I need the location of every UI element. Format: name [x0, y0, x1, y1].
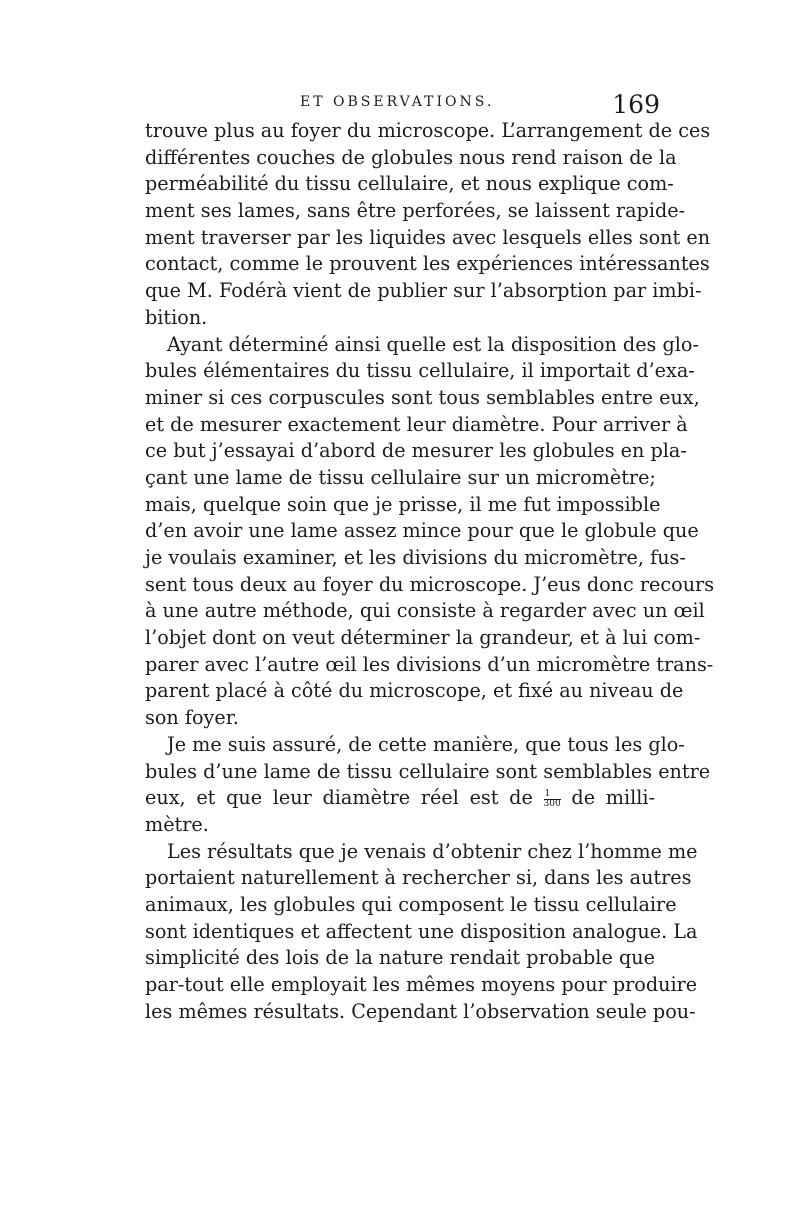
text-line: que M. Fodérà vient de publier sur l’absorption par imbi-: [145, 279, 702, 303]
paragraph-3: [145, 732, 711, 839]
fraction-line-after: de milli-: [571, 786, 655, 810]
text-line: bules élémentaires du tissu cellulaire, il importait d’exa-: [145, 359, 695, 383]
text-line: contact, comme le prouvent les expériences intéressantes: [145, 252, 710, 276]
text-line: sent tous deux au foyer du microscope. J’eus donc recours: [145, 572, 715, 596]
text-line: portaient naturellement à rechercher si, dans les autres: [145, 866, 692, 890]
fraction: [544, 790, 561, 809]
text-line: parent placé à côté du microscope, et fixé au niveau de: [145, 679, 684, 703]
text-line: ce but j’essayai d’abord de mesurer les globules en pla-: [145, 439, 687, 463]
text-line: et de mesurer exactement leur diamètre. Pour arriver à: [145, 412, 688, 436]
text-line: l’objet dont on veut déterminer la grandeur, et à lui com-: [145, 626, 701, 650]
fraction-numerator: 1: [544, 790, 561, 800]
text-line: ment traverser par les liquides avec lesquels elles sont en: [145, 225, 711, 249]
fraction-denominator: 300: [543, 798, 561, 809]
paragraph-1: [145, 118, 711, 332]
running-head: [140, 90, 660, 118]
text-line: les mêmes résultats. Cependant l’observation seule pou-: [145, 999, 696, 1023]
text-line: ment ses lames, sans être perforées, se laissent rapide-: [145, 199, 686, 223]
fraction-line-before: eux, et que leur diamètre réel est de: [145, 786, 533, 810]
text-line: d’en avoir une lame assez mince pour que le globule que: [145, 519, 699, 543]
text-line: Les résultats que je venais d’obtenir chez l’homme me: [167, 839, 698, 863]
text-line: Ayant déterminé ainsi quelle est la disposition des glo-: [167, 332, 699, 356]
text-line: simplicité des lois de la nature rendait probable que: [145, 946, 655, 970]
fraction-line: [145, 785, 655, 812]
text-line: parer avec l’autre œil les divisions d’un micromètre trans-: [145, 652, 714, 676]
text-line: à une autre méthode, qui consiste à regarder avec un œil: [145, 599, 705, 623]
text-line: par-tout elle employait les mêmes moyens pour produire: [145, 973, 698, 996]
paragraph-2: [145, 332, 715, 732]
text-line: différentes couches de globules nous rend raison de la: [145, 145, 677, 169]
text-line: je voulais examiner, et les divisions du micromètre, fus-: [145, 546, 686, 569]
text-line: perméabilité du tissu cellulaire, et nous explique com-: [145, 172, 674, 196]
running-title: ET OBSERVATIONS.: [300, 94, 495, 110]
page-number: 169: [612, 90, 660, 119]
text-line: miner si ces corpuscules sont tous semblables entre eux,: [145, 385, 700, 409]
text-line: son foyer.: [145, 706, 239, 730]
text-line: trouve plus au foyer du microscope. L’arrangement de ces: [145, 119, 711, 142]
text-line: çant une lame de tissu cellulaire sur un micromètre;: [145, 465, 656, 489]
text-line: sont identiques et affectent une disposition analogue. La: [145, 919, 698, 943]
text-line: animaux, les globules qui composent le tissu cellulaire: [145, 892, 677, 916]
body-text: [145, 118, 715, 1025]
text-line: mètre.: [145, 812, 209, 836]
paragraph-4: [145, 839, 698, 1026]
text-line: Je me suis assuré, de cette manière, que tous les glo-: [167, 732, 685, 756]
text-line: mais, quelque soin que je prisse, il me fut impossible: [145, 492, 661, 516]
text-line: bition.: [145, 305, 208, 329]
text-line: bules d’une lame de tissu cellulaire sont semblables entre: [145, 759, 711, 783]
